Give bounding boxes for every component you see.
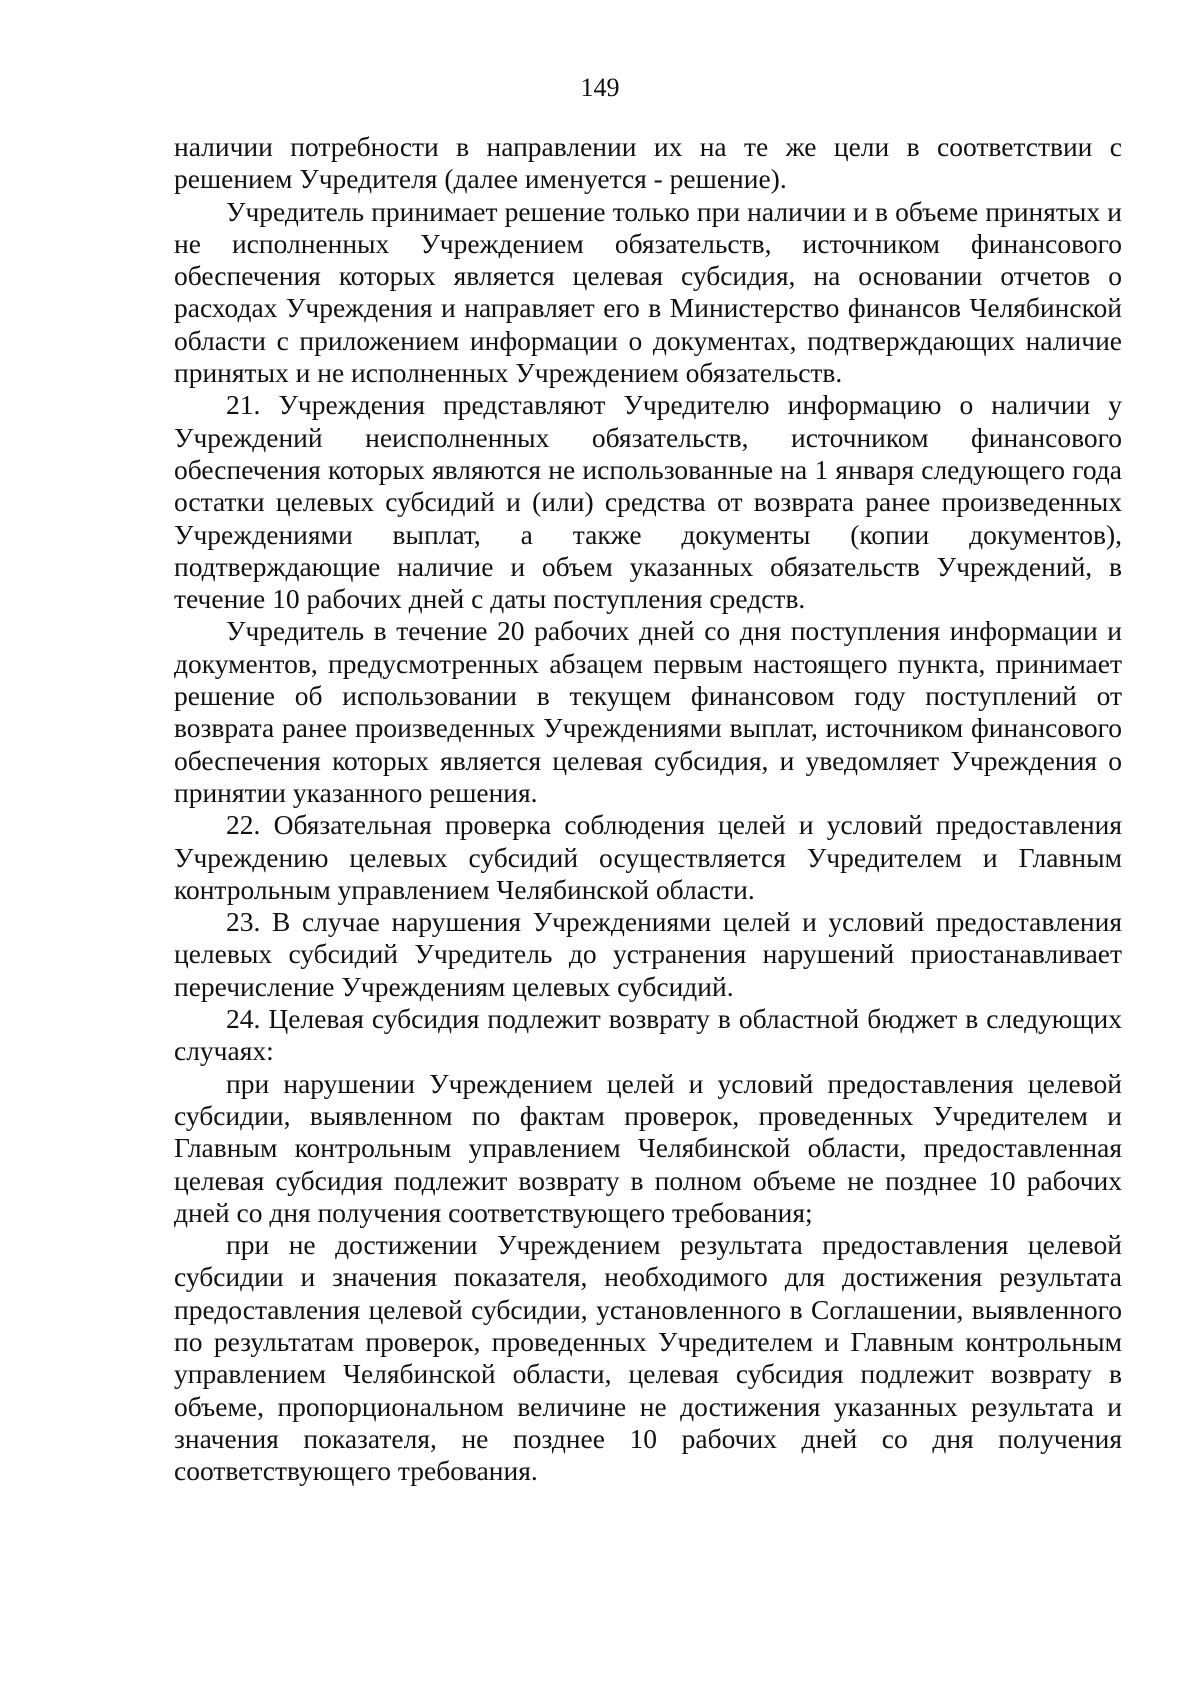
paragraph-case-violation: при нарушении Учреждением целей и условий предоставления целевой субсидии, выявленном по фактам проверок, проведенных Учредителем и Главным контрольным управлением Челябинской области, предоставленная целевая субсидия подлежит возврату в полном объеме не позднее 10 рабочих дней со дня получения соответствующего требования; [174, 1067, 1122, 1228]
paragraph: наличии потребности в направлении их на те же цели в соответствии с решением Учредителя (далее именуется - решение). [174, 131, 1122, 195]
paragraph-item-23: 23. В случае нарушения Учреждениями целей и условий предоставления целевых субсидий Учредитель до устранения нарушений приостанавливает перечисление Учреждениям целевых субсидий. [174, 906, 1122, 1002]
page-number: 149 [580, 73, 620, 102]
paragraph-case-non-achievement: при не достижении Учреждением результата предоставления целевой субсидии и значения показателя, необходимого для достижения результата предоставления целевой субсидии, установленного в Соглашении, выявленного по результатам проверок, проведенных Учредителем и Главным контрольным управлением Челябинской области, целевая субсидия подлежит возврату в объеме, пропорциональном величине не достижения указанных результата и значения показателя, не позднее 10 рабочих дней со дня получения соответствующего требования. [174, 1229, 1122, 1487]
body-text [174, 131, 1122, 1487]
paragraph-item-22: 22. Обязательная проверка соблюдения целей и условий предоставления Учреждению целевых субсидий осуществляется Учредителем и Главным контрольным управлением Челябинской области. [174, 809, 1122, 905]
paragraph-item-24: 24. Целевая субсидия подлежит возврату в областной бюджет в следующих случаях: [174, 1003, 1122, 1067]
paragraph-item-21: 21. Учреждения представляют Учредителю информацию о наличии у Учреждений неисполненных обязательств, источником финансового обеспечения которых являются не использованные на 1 января следующего года остатки целевых субсидий и (или) средства от возврата ранее произведенных Учреждениями выплат, а также документы (копии документов), подтверждающие наличие и объем указанных обязательств Учреждений, в течение 10 рабочих дней с даты поступления средств. [174, 389, 1122, 615]
paragraph: Учредитель принимает решение только при наличии и в объеме принятых и не исполненных Учреждением обязательств, источником финансового обеспечения которых является целевая субсидия, на основании отчетов о расходах Учреждения и направляет его в Министерство финансов Челябинской области с приложением информации о документах, подтверждающих наличие принятых и не исполненных Учреждением обязательств. [174, 195, 1122, 389]
paragraph: Учредитель в течение 20 рабочих дней со дня поступления информации и документов, предусмотренных абзацем первым настоящего пункта, принимает решение об использовании в текущем финансовом году поступлений от возврата ранее произведенных Учреждениями выплат, источником финансового обеспечения которых является целевая субсидия, и уведомляет Учреждения о принятии указанного решения. [174, 615, 1122, 808]
